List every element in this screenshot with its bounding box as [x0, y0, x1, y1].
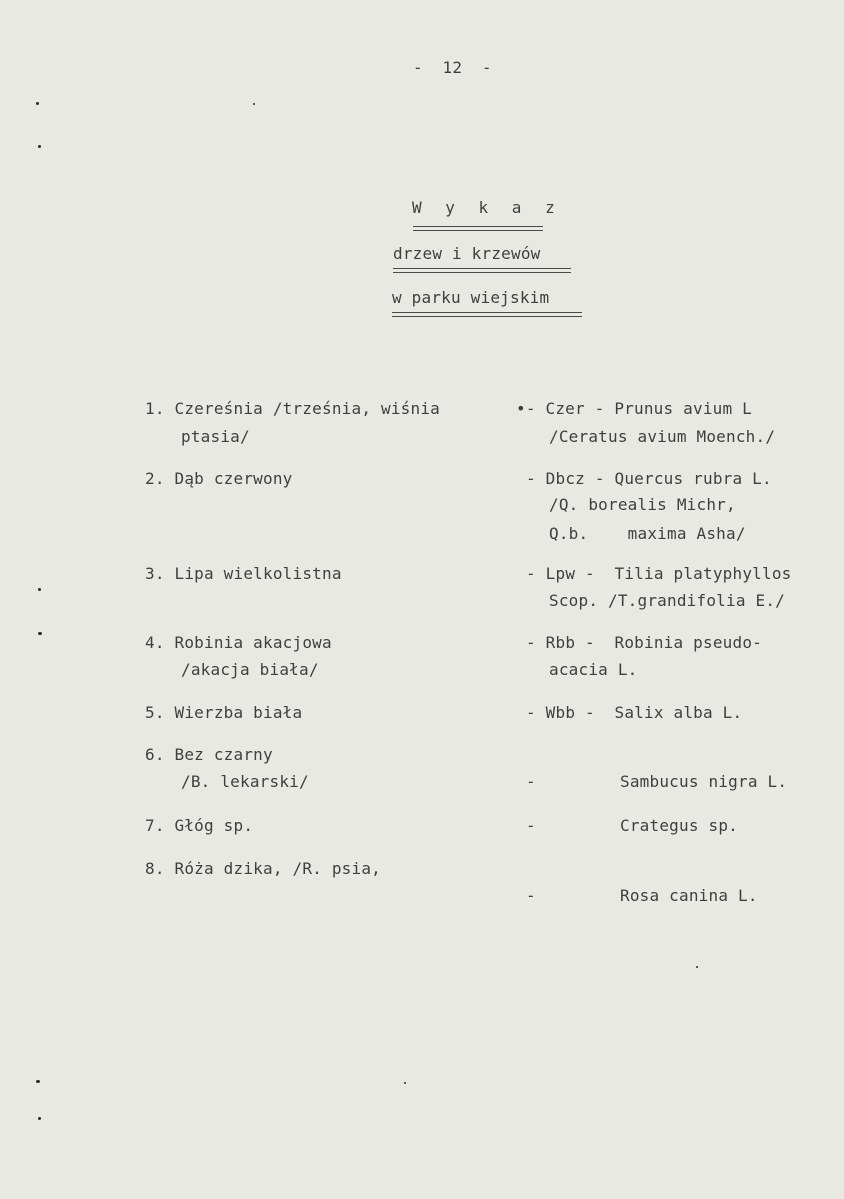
list-item-left: /B. lekarski/: [181, 772, 309, 791]
list-item-left: 3. Lipa wielkolistna: [145, 564, 342, 583]
list-item-right: /Q. borealis Michr,: [549, 495, 736, 514]
list-item-left: /akacja biała/: [181, 660, 319, 679]
list-item-right: - Lpw - Tilia platyphyllos: [526, 564, 792, 583]
scan-speck: [38, 588, 41, 591]
page-number: - 12 -: [413, 58, 492, 77]
scan-speck: [404, 1082, 406, 1084]
title-line-3: w parku wiejskim: [392, 288, 550, 307]
list-item-left: 6. Bez czarny: [145, 745, 273, 764]
list-item-left: 7. Głóg sp.: [145, 816, 254, 835]
title-line-2-underline: [393, 268, 571, 273]
list-item-right: - Wbb - Salix alba L.: [526, 703, 743, 722]
list-item-left: 5. Wierzba biała: [145, 703, 303, 722]
list-item-right: - Rbb - Robinia pseudo-: [526, 633, 762, 652]
scan-speck: [253, 103, 255, 105]
list-item-left: 2. Dąb czerwony: [145, 469, 293, 488]
scan-speck: [36, 1080, 40, 1083]
scan-speck: [38, 1117, 41, 1120]
scan-speck: [696, 966, 698, 968]
list-item-right: Rosa canina L.: [620, 886, 758, 905]
title-line-1: W y k a z: [412, 198, 562, 217]
list-item-left: 1. Czereśnia /trześnia, wiśnia: [145, 399, 440, 418]
scan-speck: [36, 102, 39, 105]
title-line-3-underline: [392, 312, 582, 317]
list-item-right: -: [526, 816, 536, 835]
list-item-right: Crategus sp.: [620, 816, 738, 835]
scan-speck: [38, 632, 42, 635]
list-item-right: -: [526, 886, 536, 905]
title-line-1-underline: [413, 226, 543, 231]
list-item-right: Scop. /T.grandifolia E./: [549, 591, 785, 610]
list-item-left: 8. Róża dzika, /R. psia,: [145, 859, 381, 878]
list-item-right: /Ceratus avium Moench./: [549, 427, 776, 446]
list-item-left: 4. Robinia akacjowa: [145, 633, 332, 652]
list-item-right: acacia L.: [549, 660, 638, 679]
title-line-2: drzew i krzewów: [393, 244, 541, 263]
list-item-right: Sambucus nigra L.: [620, 772, 788, 791]
list-item-right: •- Czer - Prunus avium L: [516, 399, 752, 418]
scan-speck: [38, 145, 41, 148]
list-item-right: - Dbcz - Quercus rubra L.: [526, 469, 772, 488]
list-item-right: -: [526, 772, 536, 791]
list-item-left: ptasia/: [181, 427, 250, 446]
list-item-right: Q.b. maxima Asha/: [549, 524, 746, 543]
